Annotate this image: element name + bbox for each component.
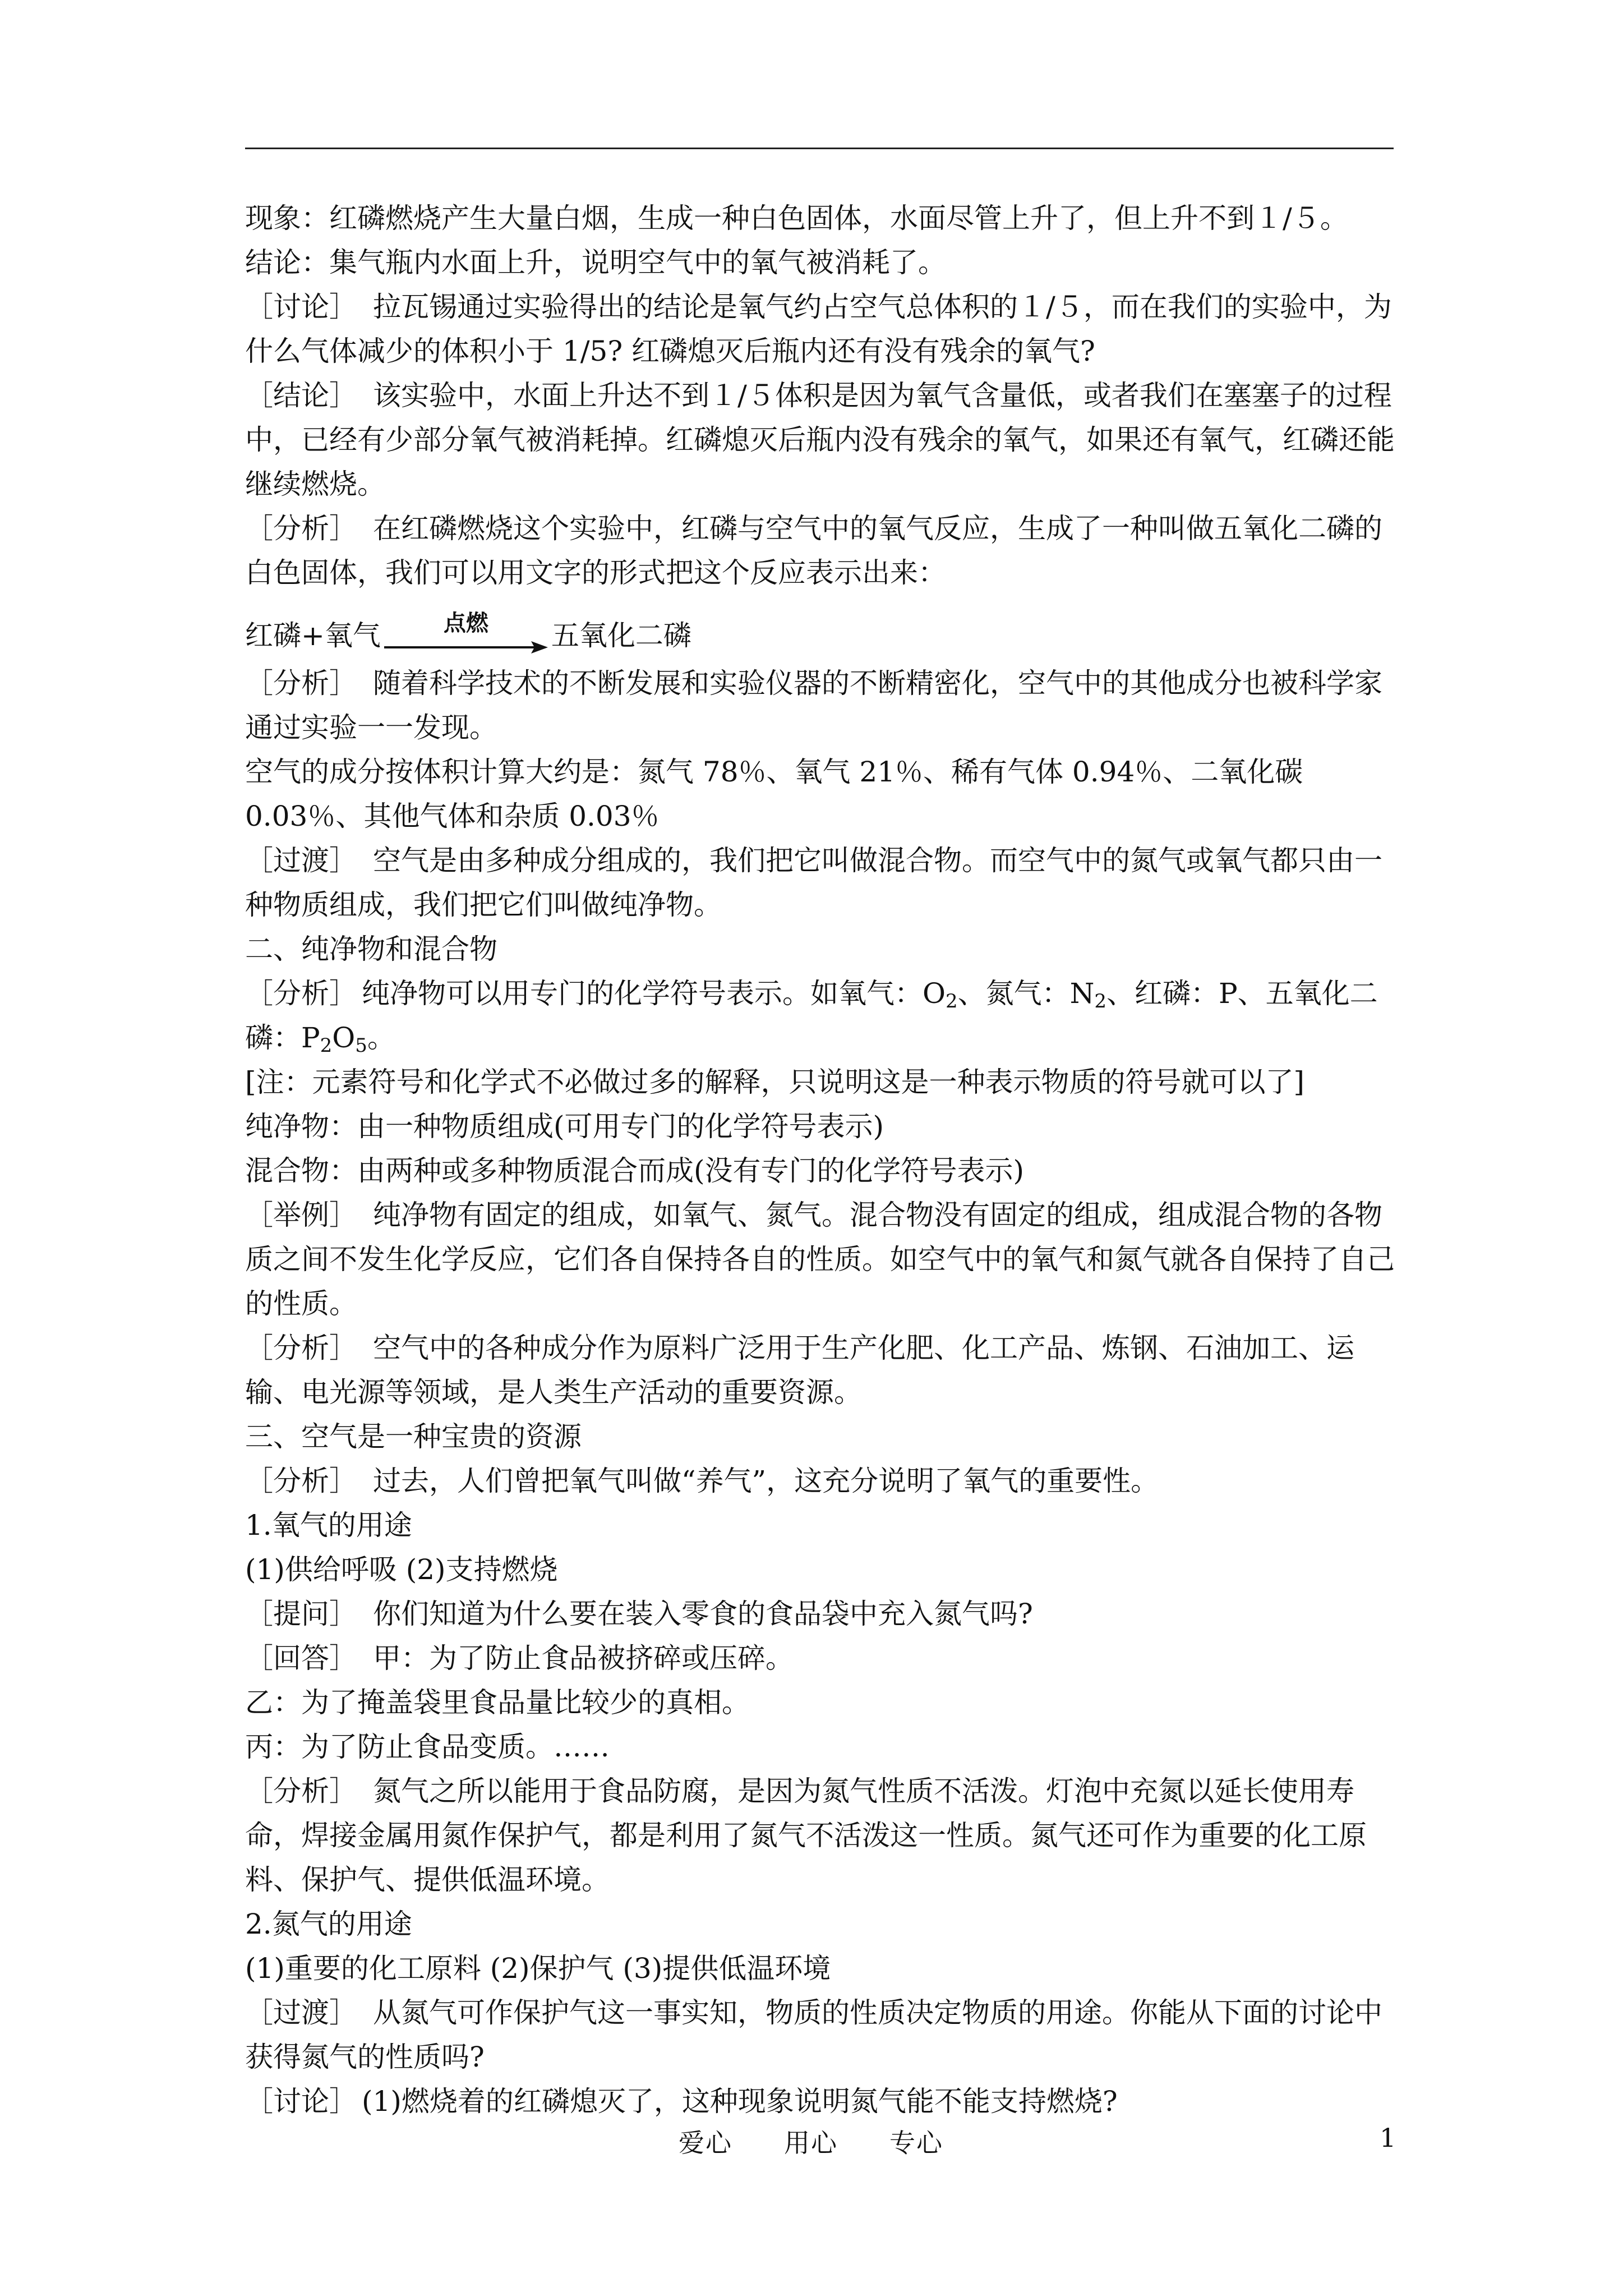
- heading-pure-and-mixture: 二、纯净物和混合物: [245, 933, 497, 965]
- footer-word: 用心: [784, 2128, 838, 2158]
- paragraph-conclusion-2: ［结论］ 该实验中，水面上升达不到１/５体积是因为氧气含量低，或者我们在塞塞子的过程中，已经有少部分氧气被消耗掉。红磷熄灭后瓶内没有残余的氧气，如果还有氧气，红磷还能继续燃烧。: [245, 379, 1395, 500]
- section-tag: ［分析］: [245, 1775, 357, 1807]
- footer-word: 专心: [889, 2128, 943, 2158]
- paragraph-conclusion: 结论：集气瓶内水面上升，说明空气中的氧气被消耗了。: [245, 246, 946, 279]
- heading-oxygen-uses: 1.氧气的用途: [245, 1509, 412, 1542]
- reaction-arrow: [384, 610, 548, 658]
- answer-c: 丙：为了防止食品变质。……: [245, 1731, 610, 1763]
- paragraph-analysis-2: ［分析］ 随着科学技术的不断发展和实验仪器的不断精密化，空气中的其他成分也被科学家通过实验一一发现。: [245, 667, 1382, 744]
- section-tag: ［提问］: [245, 1598, 357, 1630]
- paragraph-transition-2: ［过渡］ 从氮气可作保护气这一事实知，物质的性质决定物质的用途。你能从下面的讨论中获得氮气的性质吗?: [245, 1996, 1382, 2073]
- subscript: 2: [1094, 990, 1107, 1013]
- section-tag: ［分析］: [245, 1332, 357, 1364]
- paragraph-example: ［举例］ 纯净物有固定的组成，如氧气、氮气。混合物没有固定的组成，组成混合物的各物质之间不发生化学反应，它们各自保持各自的性质。如空气中的氧气和氮气就各自保持了自己的性质。: [245, 1199, 1395, 1320]
- page-number: 1: [1380, 2123, 1396, 2153]
- paragraph-analysis-3: ［分析］ 空气中的各种成分作为原料广泛用于生产化肥、化工产品、炼钢、石油加工、运输、电光源等领域，是人类生产活动的重要资源。: [245, 1332, 1354, 1409]
- list-nitrogen-uses: (1)重要的化工原料 (2)保护气 (3)提供低温环境: [245, 1952, 831, 1985]
- paragraph-analysis-4: ［分析］ 过去，人们曾把氧气叫做“养气”，这充分说明了氧气的重要性。: [245, 1465, 1159, 1497]
- paragraph-discussion: ［讨论］ 拉瓦锡通过实验得出的结论是氧气约占空气总体积的１/５，而在我们的实验中，为什么气体减少的体积小于 1/5? 红磷熄灭后瓶内还有没有残余的氧气?: [245, 291, 1392, 367]
- paragraph-question: ［提问］ 你们知道为什么要在装入零食的食品袋中充入氮气吗?: [245, 1598, 1033, 1630]
- section-tag: ［讨论］: [245, 2085, 357, 2118]
- section-tag: ［举例］: [245, 1199, 357, 1231]
- footer-word: 爱心: [679, 2128, 732, 2158]
- arrow-icon: [384, 639, 548, 656]
- header-rule: [245, 148, 1394, 149]
- subscript: 5: [355, 1034, 367, 1057]
- paragraph-analysis-5: ［分析］ 氮气之所以能用于食品防腐，是因为氮气性质不活泼。灯泡中充氮以延长使用寿命，焊接金属用氮作保护气，都是利用了氮气不活泼这一性质。氮气还可作为重要的化工原料、保护气、提供低温环境。: [245, 1775, 1367, 1896]
- subscript: 2: [946, 990, 958, 1013]
- section-tag: ［分析］: [245, 1465, 357, 1497]
- paragraph-note: [注：元素符号和化学式不必做过多的解释，只说明这是一种表示物质的符号就可以了]: [245, 1066, 1305, 1098]
- definition-pure-substance: 纯净物：由一种物质组成(可用专门的化学符号表示): [245, 1110, 884, 1143]
- heading-valuable-resource: 三、空气是一种宝贵的资源: [245, 1420, 582, 1453]
- subscript: 2: [320, 1034, 333, 1057]
- paragraph-chemical-symbols: ［分析］ 纯净物可以用专门的化学符号表示。如氧气：$O_2$、氮气：$N_2$、红磷：P、五氧化二磷：$P_2O_5$。: [245, 977, 1378, 1057]
- answer-b: 乙：为了掩盖袋里食品量比较少的真相。: [245, 1686, 750, 1719]
- section-tag: ［过渡］: [245, 1996, 357, 2029]
- section-tag: ［结论］: [245, 379, 357, 412]
- paragraph-air-composition: 空气的成分按体积计算大约是：氮气 78％、氧气 21％、稀有气体 0.94％、二氧化碳 0.03％、其他气体和杂质 0.03％: [245, 756, 1303, 832]
- section-tag: ［回答］: [245, 1642, 357, 1674]
- paragraph-answer: ［回答］ 甲：为了防止食品被挤碎或压碎。: [245, 1642, 794, 1674]
- reaction-condition: 点燃: [443, 610, 488, 636]
- heading-nitrogen-uses: 2.氮气的用途: [245, 1908, 412, 1940]
- paragraph-analysis-1: ［分析］ 在红磷燃烧这个实验中，红磷与空气中的氧气反应，生成了一种叫做五氧化二磷的白色固体，我们可以用文字的形式把这个反应表示出来：: [245, 512, 1382, 589]
- section-tag: ［分析］: [245, 512, 357, 545]
- document-body: [245, 196, 1400, 2124]
- footer-motto: [679, 2123, 943, 2160]
- definition-mixture: 混合物：由两种或多种物质混合而成(没有专门的化学符号表示): [245, 1154, 1025, 1187]
- section-tag: ［过渡］: [245, 844, 357, 877]
- word-equation: [245, 595, 1400, 661]
- equation-product: 五氧化二磷: [551, 619, 691, 652]
- paragraph-transition-1: ［过渡］ 空气是由多种成分组成的，我们把它叫做混合物。而空气中的氮气或氧气都只由一种物质组成，我们把它们叫做纯净物。: [245, 844, 1382, 921]
- section-tag: ［讨论］: [245, 291, 357, 323]
- equation-reactants: 红磷+氧气: [245, 619, 381, 652]
- section-tag: ［分析］: [245, 977, 357, 1010]
- section-tag: ［分析］: [245, 667, 357, 700]
- paragraph-phenomenon: 现象：红磷燃烧产生大量白烟，生成一种白色固体，水面尽管上升了，但上升不到１/５。: [245, 202, 1348, 234]
- paragraph-discussion-2: ［讨论］ (1)燃烧着的红磷熄灭了，这种现象说明氮气能不能支持燃烧?: [245, 2085, 1118, 2118]
- list-oxygen-uses: (1)供给呼吸 (2)支持燃烧: [245, 1553, 558, 1586]
